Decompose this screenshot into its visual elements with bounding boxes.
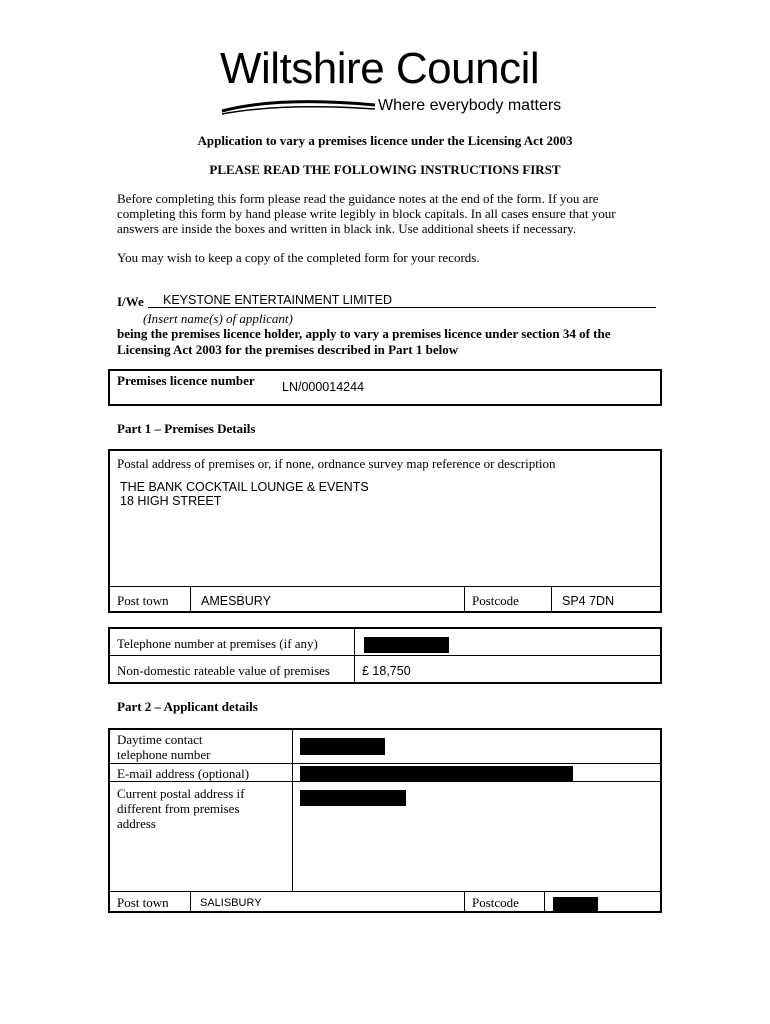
divider: [464, 891, 465, 912]
label-line: Current postal address if: [117, 786, 245, 801]
licence-number-field[interactable]: LN/000014244: [282, 380, 365, 394]
label-line: telephone number: [117, 747, 211, 762]
instructions-text: [117, 191, 616, 236]
divider: [354, 627, 355, 683]
part2-heading: Part 2 – Applicant details: [117, 699, 258, 714]
post-town-field[interactable]: AMESBURY: [201, 594, 271, 608]
address-line: THE BANK COCKTAIL LOUNGE & EVENTS: [120, 480, 369, 494]
divider: [190, 891, 191, 912]
divider: [292, 728, 293, 892]
email-redacted[interactable]: [300, 766, 573, 782]
licence-number-label: Premises licence number: [117, 373, 255, 388]
address-line: 18 HIGH STREET: [120, 494, 222, 508]
divider: [190, 586, 191, 612]
divider: [108, 763, 662, 764]
label-line: address: [117, 816, 156, 831]
applicant-postcode-label: Postcode: [472, 895, 519, 910]
council-logo-title: Wiltshire Council: [220, 44, 540, 93]
label-line: different from premises: [117, 801, 240, 816]
declaration-text: [117, 326, 610, 358]
logo-wave-icon: [220, 97, 380, 117]
divider: [544, 891, 545, 912]
current-address-label: [117, 786, 244, 831]
email-label: E-mail address (optional): [117, 766, 250, 781]
part1-heading: Part 1 – Premises Details: [117, 421, 256, 436]
divider: [108, 655, 662, 656]
postcode-label: Postcode: [472, 593, 519, 608]
rateable-value-label: Non-domestic rateable value of premises: [117, 663, 330, 678]
premises-telephone-label: Telephone number at premises (if any): [117, 636, 318, 651]
keep-copy-note: You may wish to keep a copy of the completed form for your records.: [117, 250, 480, 265]
premises-address-box: [108, 449, 662, 613]
current-address-redacted[interactable]: [300, 790, 406, 806]
rateable-value-field[interactable]: £ 18,750: [362, 664, 411, 678]
post-town-label: Post town: [117, 593, 169, 608]
divider: [108, 586, 662, 587]
applicant-name-field[interactable]: KEYSTONE ENTERTAINMENT LIMITED: [163, 293, 392, 307]
declaration-line: being the premises licence holder, apply to vary a premises licence under section 34 of the: [117, 326, 611, 341]
premises-address-label: Postal address of premises or, if none, ordnance survey map reference or description: [117, 456, 556, 471]
premises-telephone-redacted[interactable]: [364, 637, 449, 653]
label-line: Daytime contact: [117, 732, 203, 747]
applicant-post-town-label: Post town: [117, 895, 169, 910]
iwe-label: I/We: [117, 294, 144, 309]
council-tagline: Where everybody matters: [378, 97, 562, 114]
insert-names-hint: (Insert name(s) of applicant): [143, 311, 293, 326]
instructions-line: Before completing this form please read the guidance notes at the end of the form. If you are: [117, 191, 599, 206]
applicant-name-line: [148, 307, 656, 308]
divider: [464, 586, 465, 612]
instructions-line: answers are inside the boxes and written in black ink. Use additional sheets if necessary.: [117, 221, 577, 236]
applicant-postcode-redacted[interactable]: [553, 897, 598, 911]
premises-address-field[interactable]: [120, 480, 369, 508]
divider: [551, 586, 552, 612]
form-title: Application to vary a premises licence under the Licensing Act 2003: [197, 133, 573, 148]
instructions-line: completing this form by hand please write legibly in block capitals. In all cases ensure that your: [117, 206, 616, 221]
divider: [108, 891, 662, 892]
declaration-line: Licensing Act 2003 for the premises described in Part 1 below: [117, 342, 459, 357]
applicant-post-town-field[interactable]: SALISBURY: [200, 897, 262, 909]
daytime-phone-label: [117, 732, 211, 762]
postcode-field[interactable]: SP4 7DN: [562, 594, 615, 608]
daytime-phone-redacted[interactable]: [300, 738, 385, 755]
instructions-heading: PLEASE READ THE FOLLOWING INSTRUCTIONS FIRST: [209, 162, 561, 177]
